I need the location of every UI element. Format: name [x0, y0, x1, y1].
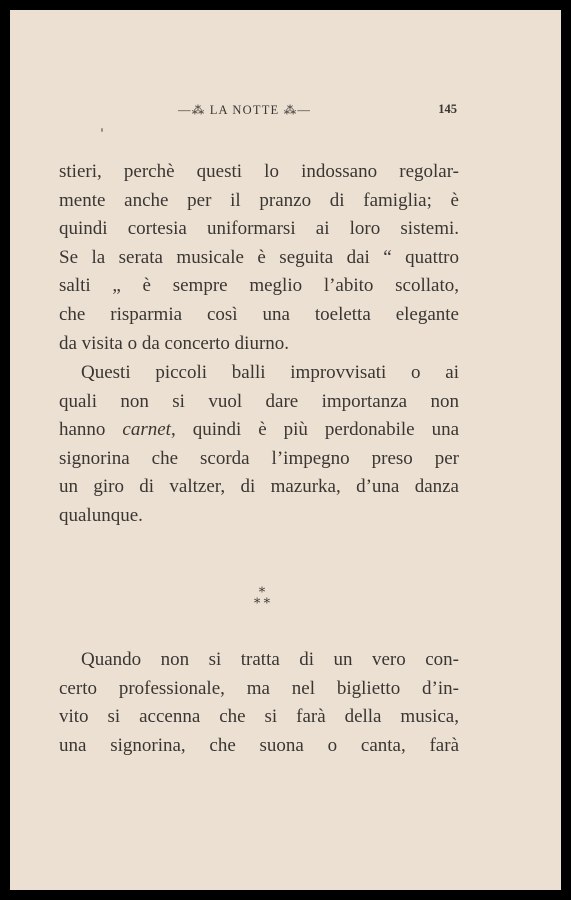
- text-line: da visita o da concerto diurno.: [59, 332, 290, 354]
- text-line: quindi cortesia uniformarsi ai loro sistemi.: [59, 218, 459, 240]
- text-line: un giro di valtzer, di mazurka, d’una danza: [59, 476, 459, 498]
- page-number: 145: [438, 102, 457, 116]
- asterism-top: ⁎: [258, 580, 266, 595]
- text-line: stieri, perchè questi lo indossano regolar-: [59, 161, 459, 182]
- text-line: Quando non si tratta di un vero con-: [81, 649, 459, 670]
- italic-term: carnet: [122, 419, 171, 441]
- chapter-title: —⁂ LA NOTTE ⁂—: [178, 103, 312, 117]
- text-line: certo professionale, ma nel biglietto d’in-: [59, 677, 459, 699]
- asterism-bottom: ⁎ ⁎: [253, 591, 271, 606]
- text-run: , quindi è più perdonabile una: [170, 419, 460, 441]
- section-separator: [246, 582, 278, 610]
- paragraph-1: [59, 158, 459, 358]
- running-header: [10, 102, 561, 122]
- text-line: Se la serata musicale è seguita dai “ quattro: [59, 246, 459, 268]
- text-line: qualunque.: [59, 504, 143, 526]
- book-page: [10, 10, 561, 890]
- paper-speck: [101, 128, 103, 132]
- text-line: vito si accenna che si farà della musica,: [59, 706, 459, 728]
- text-run: hanno: [59, 419, 123, 441]
- paragraph-3: [59, 646, 459, 760]
- text-line: signorina che scorda l’impegno preso per: [59, 447, 459, 469]
- text-line: una signorina, che suona o canta, farà: [59, 734, 459, 756]
- text-line: mente anche per il pranzo di famiglia; è: [59, 189, 459, 211]
- text-line: che risparmia così una toeletta elegante: [59, 303, 459, 325]
- text-line: quali non si vuol dare importanza non: [59, 390, 459, 412]
- text-line: salti „ è sempre meglio l’abito scollato,: [59, 275, 459, 297]
- text-line: Questi piccoli balli improvvisati o ai: [81, 362, 459, 383]
- text-line-with-italic: [59, 416, 459, 445]
- paragraph-2: [59, 359, 459, 531]
